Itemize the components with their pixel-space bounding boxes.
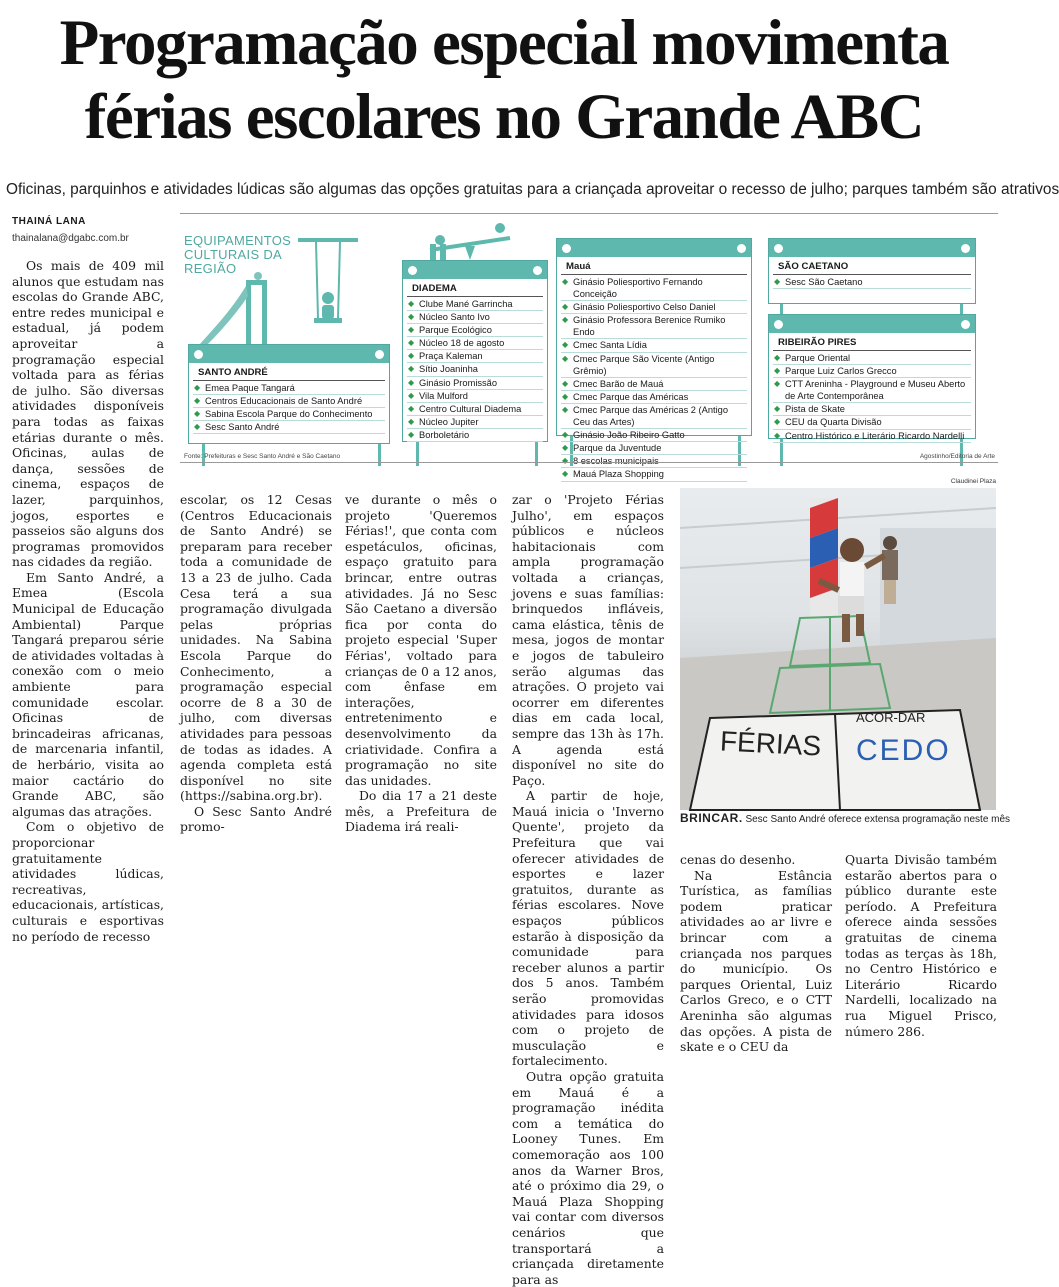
caption-text: Sesc Santo André oferece extensa programação neste mês <box>745 814 1011 825</box>
infographic <box>180 213 998 480</box>
paragraph: Com o objetivo de proporcionar gratuitamente atividades lúdicas, recreativas, educacionais, artísticas, culturais e esportivas no período de recesso <box>12 819 164 944</box>
photo-credit: Claudinei Plaza <box>950 478 996 485</box>
subheadline: Oficinas, parquinhos e atividades lúdicas são algumas das opções gratuitas para a criançada aproveitar o recesso de julho; parques também são atrativos <box>6 181 1059 198</box>
headline <box>6 6 1002 154</box>
divider <box>180 462 998 463</box>
venue-item: ◆ Sabina Escola Parque do Conhecimento <box>193 408 385 421</box>
city-name: RIBEIRÃO PIRES <box>773 333 971 351</box>
hopscotch-word-acordar: ACOR-DAR <box>856 710 926 725</box>
venue-item: ◆ Sesc São Caetano <box>773 276 971 289</box>
paragraph: escolar, os 12 Cesas (Centros Educacionais de Santo André) se preparam para receber toda a comunidade de 13 a 23 de julho. Cada Cesa terá a sua programação divulgada pelas próprias unidades. Na Sabina Escola Parque do Conhecimento, a programação especial ocorre de 8 a 30 de julho, com diversas atividades para pessoas de todas as idades. A agenda completa está disponível no site (https://sabina.org.br). <box>180 492 332 804</box>
swing-icon <box>298 238 358 348</box>
venue-item: ◆ Sesc Santo André <box>193 421 385 434</box>
venue-item: ◆ Centros Educacionais de Santo André <box>193 395 385 408</box>
venue-item: ◆ Mauá Plaza Shopping <box>561 468 747 481</box>
venue-item: ◆ Parque Ecológico <box>407 324 543 337</box>
venue-item: ◆ Ginásio Promissão <box>407 377 543 390</box>
venue-item: ◆ Parque Luiz Carlos Grecco <box>773 365 971 378</box>
city-name: SÃO CAETANO <box>773 257 971 275</box>
box-santo-andre <box>188 344 390 444</box>
paragraph: zar o 'Projeto Férias Julho', em espaços públicos e núcleos habitacionais com ampla programação voltada a crianças, jovens e suas famílias: brinquedos infláveis, cama elástica, tênis de mesa, jogos de montar e jogos de tabuleiro serão algumas das atrações. O projeto vai ocorrer em diferentes dias em cada local, sempre das 13h às 17h. A agenda está disponível no site do Paço. <box>512 492 664 788</box>
infographic-source: Fonte: Prefeituras e Sesc Santo André e São Caetano <box>184 453 341 460</box>
venue-item: ◆ Centro Histórico e Literário Ricardo Nardelli <box>773 430 971 443</box>
box-maua <box>556 238 752 480</box>
paragraph: cenas do desenho. <box>680 852 796 867</box>
venue-item: ◆ Praça Kaleman <box>407 350 543 363</box>
headline-line-1: Programação especial movimenta <box>59 7 949 79</box>
box-sao-caetano <box>768 238 976 304</box>
venue-item: ◆ CEU da Quarta Divisão <box>773 416 971 429</box>
caption-label: BRINCAR. <box>680 811 743 825</box>
article-column-1 <box>12 258 164 944</box>
byline-name: THAINÁ LANA <box>12 216 86 227</box>
paragraph: A partir de hoje, Mauá inicia o 'Inverno Quente', projeto da Prefeitura que vai oferecer atividades de esportes e lazer gratuitos, durante as férias escolares. Nove espaços públicos estarão à disposição da comunidade para receber alunos a partir dos 5 anos. Também serão promovidas atividades para idosos com o projeto de musculação e fortalecimento. <box>512 788 664 1069</box>
venue-item: ◆ Cmec Barão de Mauá <box>561 378 747 391</box>
paragraph: ve durante o mês o projeto 'Queremos Férias!', que conta com espetáculos, oficinas, espaço gratuito para brincar, entre outras atividades. Já no Sesc São Caetano a diversão fica por conta do projeto especial 'Super Férias', voltado para crianças de 0 a 12 anos, com ênfase em interações, entretenimento e desenvolvimento da criatividade. Confira a programação no site das unidades. <box>345 492 497 788</box>
venue-item: ◆ Ginásio Poliesportivo Fernando Conceição <box>561 276 747 301</box>
paragraph: O Sesc Santo André promo- <box>180 803 332 835</box>
venue-item: ◆ Clube Mané Garrincha <box>407 298 543 311</box>
paragraph: Na Estância Turística, as famílias podem praticar atividades ao ar livre e brincar com a criançada nos parques do município. Os parques Oriental, Luiz Carlos Greco, e o CTT Areninha são algumas das opções. A pista de skate e o CEU da <box>680 867 832 1055</box>
venue-item: ◆ Centro Cultural Diadema <box>407 403 543 416</box>
slide-icon <box>200 272 280 347</box>
venue-item: ◆ Parque da Juventude <box>561 442 747 455</box>
venue-item: ◆ 8 escolas municipais <box>561 455 747 468</box>
venue-item: ◆ Cmec Parque das Américas <box>561 391 747 404</box>
byline-email[interactable]: thainalana@dgabc.com.br <box>12 233 129 244</box>
headline-line-2: férias escolares no Grande ABC <box>84 81 924 153</box>
hopscotch-word-cedo: CEDO <box>856 734 951 767</box>
venue-item: ◆ Parque Oriental <box>773 352 971 365</box>
venue-item: ◆ Ginásio Professora Berenice Rumiko Endo <box>561 314 747 339</box>
paragraph: Outra opção gratuita em Mauá é a programação inédita com a temática do Looney Tunes. Em comemoração aos 100 anos da Warner Bros, até o próximo dia 29, o Mauá Plaza Shopping vai contar com diversos cenários que transportará a criançada diretamente para as <box>512 1068 664 1287</box>
paragraph: Do dia 17 a 21 deste mês, a Prefeitura de Diadema irá reali- <box>345 788 497 835</box>
children-icon <box>428 236 508 260</box>
city-name: DIADEMA <box>407 279 543 297</box>
article-column-2 <box>180 492 332 835</box>
city-name: Mauá <box>561 257 747 275</box>
venue-item: ◆ Vila Mulford <box>407 390 543 403</box>
photo-child-hopscotch <box>680 488 996 810</box>
venue-item: ◆ Núcleo 18 de agosto <box>407 337 543 350</box>
paragraph: Quarta Divisão também estarão abertos para o público durante este período. A Prefeitura oferece ainda sessões gratuitas de cinema todas as terças às 18h, no Centro Histórico e Literário Ricardo Nardelli, localizado na rua Miguel Prisco, número 286. <box>845 852 997 1039</box>
venue-item: ◆ Emea Paque Tangará <box>193 382 385 395</box>
infographic-title-line: REGIÃO <box>184 261 237 276</box>
infographic-title <box>184 234 304 276</box>
venue-item: ◆ Ginásio Poliesportivo Celso Daniel <box>561 301 747 314</box>
city-name: SANTO ANDRÉ <box>193 363 385 381</box>
article-column-6 <box>845 852 997 1039</box>
box-diadema <box>402 260 548 442</box>
hopscotch-word-ferias: FÉRIAS <box>719 725 822 762</box>
article-column-5 <box>680 852 832 1055</box>
box-ribeirao-pires <box>768 314 976 439</box>
venue-item: ◆ Cmec Parque São Vicente (Antigo Grêmio) <box>561 353 747 378</box>
venue-item: ◆ Cmec Santa Lídia <box>561 339 747 352</box>
venue-item: ◆ Ginásio João Ribeiro Gatto <box>561 429 747 442</box>
venue-item: ◆ Núcleo Santo Ivo <box>407 311 543 324</box>
venue-item: ◆ Sítio Joaninha <box>407 363 543 376</box>
paragraph: Os mais de 409 mil alunos que estudam nas escolas do Grande ABC, entre redes municipal e estadual, já podem aproveitar a programação especial voltada para as férias de julho. São diversas atividades disponíveis para todas as faixas etárias durante o mês. Oficinas, aulas de dança, sessões de cinema, espaços de lazer, parquinhos, jogos, esportes e passeios são alguns dos programas promovidos nas cidades da região. <box>12 258 164 570</box>
venue-item: ◆ CTT Areninha - Playground e Museu Aberto de Arte Contemporânea <box>773 378 971 403</box>
article-column-3 <box>345 492 497 835</box>
venue-item: ◆ Cmec Parque das Américas 2 (Antigo Ceu das Artes) <box>561 404 747 429</box>
paragraph: Em Santo André, a Emea (Escola Municipal de Educação Ambiental) Parque Tangará preparou série de atividades voltadas à conexão com o meio ambiente para comunidade escolar. Oficinas de brincadeiras africanas, de marcenaria infantil, de herbário, visita ao maior cactário do Grande ABC, são algumas das atrações. <box>12 569 164 819</box>
venue-item: ◆ Pista de Skate <box>773 403 971 416</box>
venue-item: ◆ Borboletário <box>407 429 543 442</box>
venue-item: ◆ Núcleo Jupiter <box>407 416 543 429</box>
article-column-4 <box>512 492 664 1287</box>
infographic-title-line: EQUIPAMENTOS <box>184 233 292 248</box>
infographic-credit: Agostinho/Editoria de Arte <box>919 453 995 460</box>
photo-caption <box>680 811 1011 825</box>
infographic-title-line: CULTURAIS DA <box>184 247 282 262</box>
